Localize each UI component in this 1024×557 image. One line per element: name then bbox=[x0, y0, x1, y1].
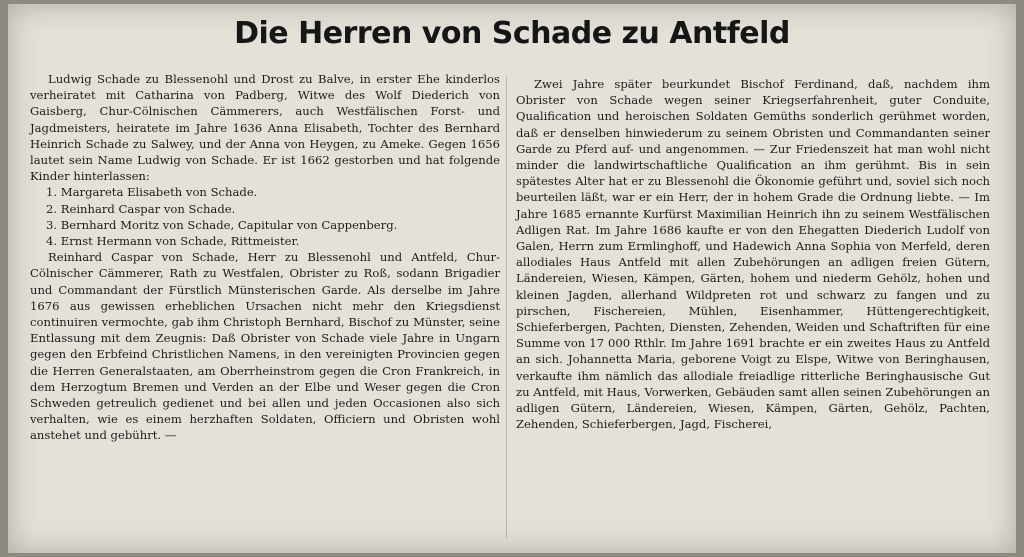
list-item: 3. Bernhard Moritz von Schade, Capitular von Cappenberg. bbox=[46, 217, 398, 232]
reinhard-paragraph: Reinhard Caspar von Schade, Herr zu Blessenohl und Antfeld, Chur-Cölnischer Cämmerer, Rath zu Westfalen, Obrister zu Roß, sodann Brigadier und Commandant der Fürstlich Münsterischen Garde. Als derselbe im Jahre 1676 aus gewissen erheblichen Ursachen nicht mehr den Kriegsdienst continuiren vermochte, gab ihm Christoph Bernhard, Bischof zu Münster, seine Entlassung mit dem Zeugnis: Daß Obrister von Schade viele Jahre in Ungarn gegen den Erbfeind Christlichen Namens, in den vereinigten Provincien gegen die Herren Generalstaaten, am Oberrheinstrom gegen die Cron Frankreich, in dem Herzogtum Bremen und Verden an der Elbe und Weser gegen die Cron Schweden getreulich gedienet und bei allen und jeden Occasionen also sich verhalten, wie es einem herzhaften Soldaten, Officiern und Obristen wohl anstehet und gebührt. — bbox=[30, 250, 500, 443]
left-column bbox=[30, 71, 500, 444]
intro-paragraph: Ludwig Schade zu Blessenohl und Drost zu Balve, in erster Ehe kinderlos verheiratet mit Catharina von Padberg, Witwe des Wolf Diederich von Gaisberg, Chur-Cölnischen Cämmerers, auch Westfälischen Forst- und Jagdmeisters, heiratete im Jahre 1636 Anna Elisabeth, Tochter des Bernhard Heinrich Schade zu Salwey, und der Anna von Heygen, zu Ameke. Gegen 1656 lautet sein Name Ludwig von Schade. Er ist 1662 gestorben und hat folgende Kinder hinterlassen: bbox=[30, 72, 500, 184]
list-item: 4. Ernst Hermann von Schade, Rittmeister. bbox=[46, 234, 300, 249]
list-item: 1. Margareta Elisabeth von Schade. bbox=[46, 185, 258, 200]
article-title: Die Herren von Schade zu Antfeld bbox=[234, 16, 790, 51]
list-item: 2. Reinhard Caspar von Schade. bbox=[46, 201, 236, 216]
right-column bbox=[516, 71, 990, 432]
column-divider bbox=[506, 76, 507, 538]
children-list bbox=[30, 184, 500, 249]
continuation-paragraph: Zwei Jahre später beurkundet Bischof Ferdinand, daß, nachdem ihm Obrister von Schade wegen seiner Kriegserfahrenheit, guter Conduite, Qualification und heroischen Soldaten Gemüths sonderlich gerühmet worden, daß er denselben hinwiederum zu seinem Obristen und Commandanten seiner Garde zu Pferd auf- und angenommen. — Zur Friedenszeit hat man wohl nicht minder die landwirtschaftliche Qualification an ihm gerühmt. Bis in sein spätestes Alter hat er zu Blessenohl die Ökonomie geführt und, soviel sich noch beurteilen läßt, war er ein Herr, der in hohem Grade die Ordnung liebte. — Im Jahre 1685 ernannte Kurfürst Maximilian Heinrich ihn zu seinem Westfälischen Adligen Rat. Im Jahre 1686 kaufte er von den Ehegatten Diederich Ludolf von Galen, Herrn zum Ermlinghoff, und Hadewich Anna Sophia von Merfeld, deren allodiales Haus Antfeld mit allen Zubehörungen an adligen freien Gütern, Ländereien, Wiesen, Kämpen, Gärten, hohem und niederm Gehölz, hohen und kleinen Jagden, allerhand Wildpreten rot und schwarz zu fangen und zu pirschen, Fischereien, Mühlen, Eisenhammer, Hüttengerechtigkeit, Schieferbergen, Pachten, Diensten, Zehenden, Weiden und Schaftriften für eine Summe von 17 000 Rthlr. Im Jahre 1691 brachte er ein zweites Haus zu Antfeld an sich. Johannetta Maria, geborene Voigt zu Elspe, Witwe von Beringhausen, verkaufte ihm nämlich das allodiale freiadlige ritterliche Beringhausische Gut zu Antfeld, mit Haus, Vorwerken, Gebäuden samt allen seinen Zubehörungen an adligen Gütern, Ländereien, Wiesen, Kämpen, Gärten, Gehölz, Pachten, Zehenden, Schieferbergen, Jagd, Fischerei, bbox=[516, 77, 990, 432]
